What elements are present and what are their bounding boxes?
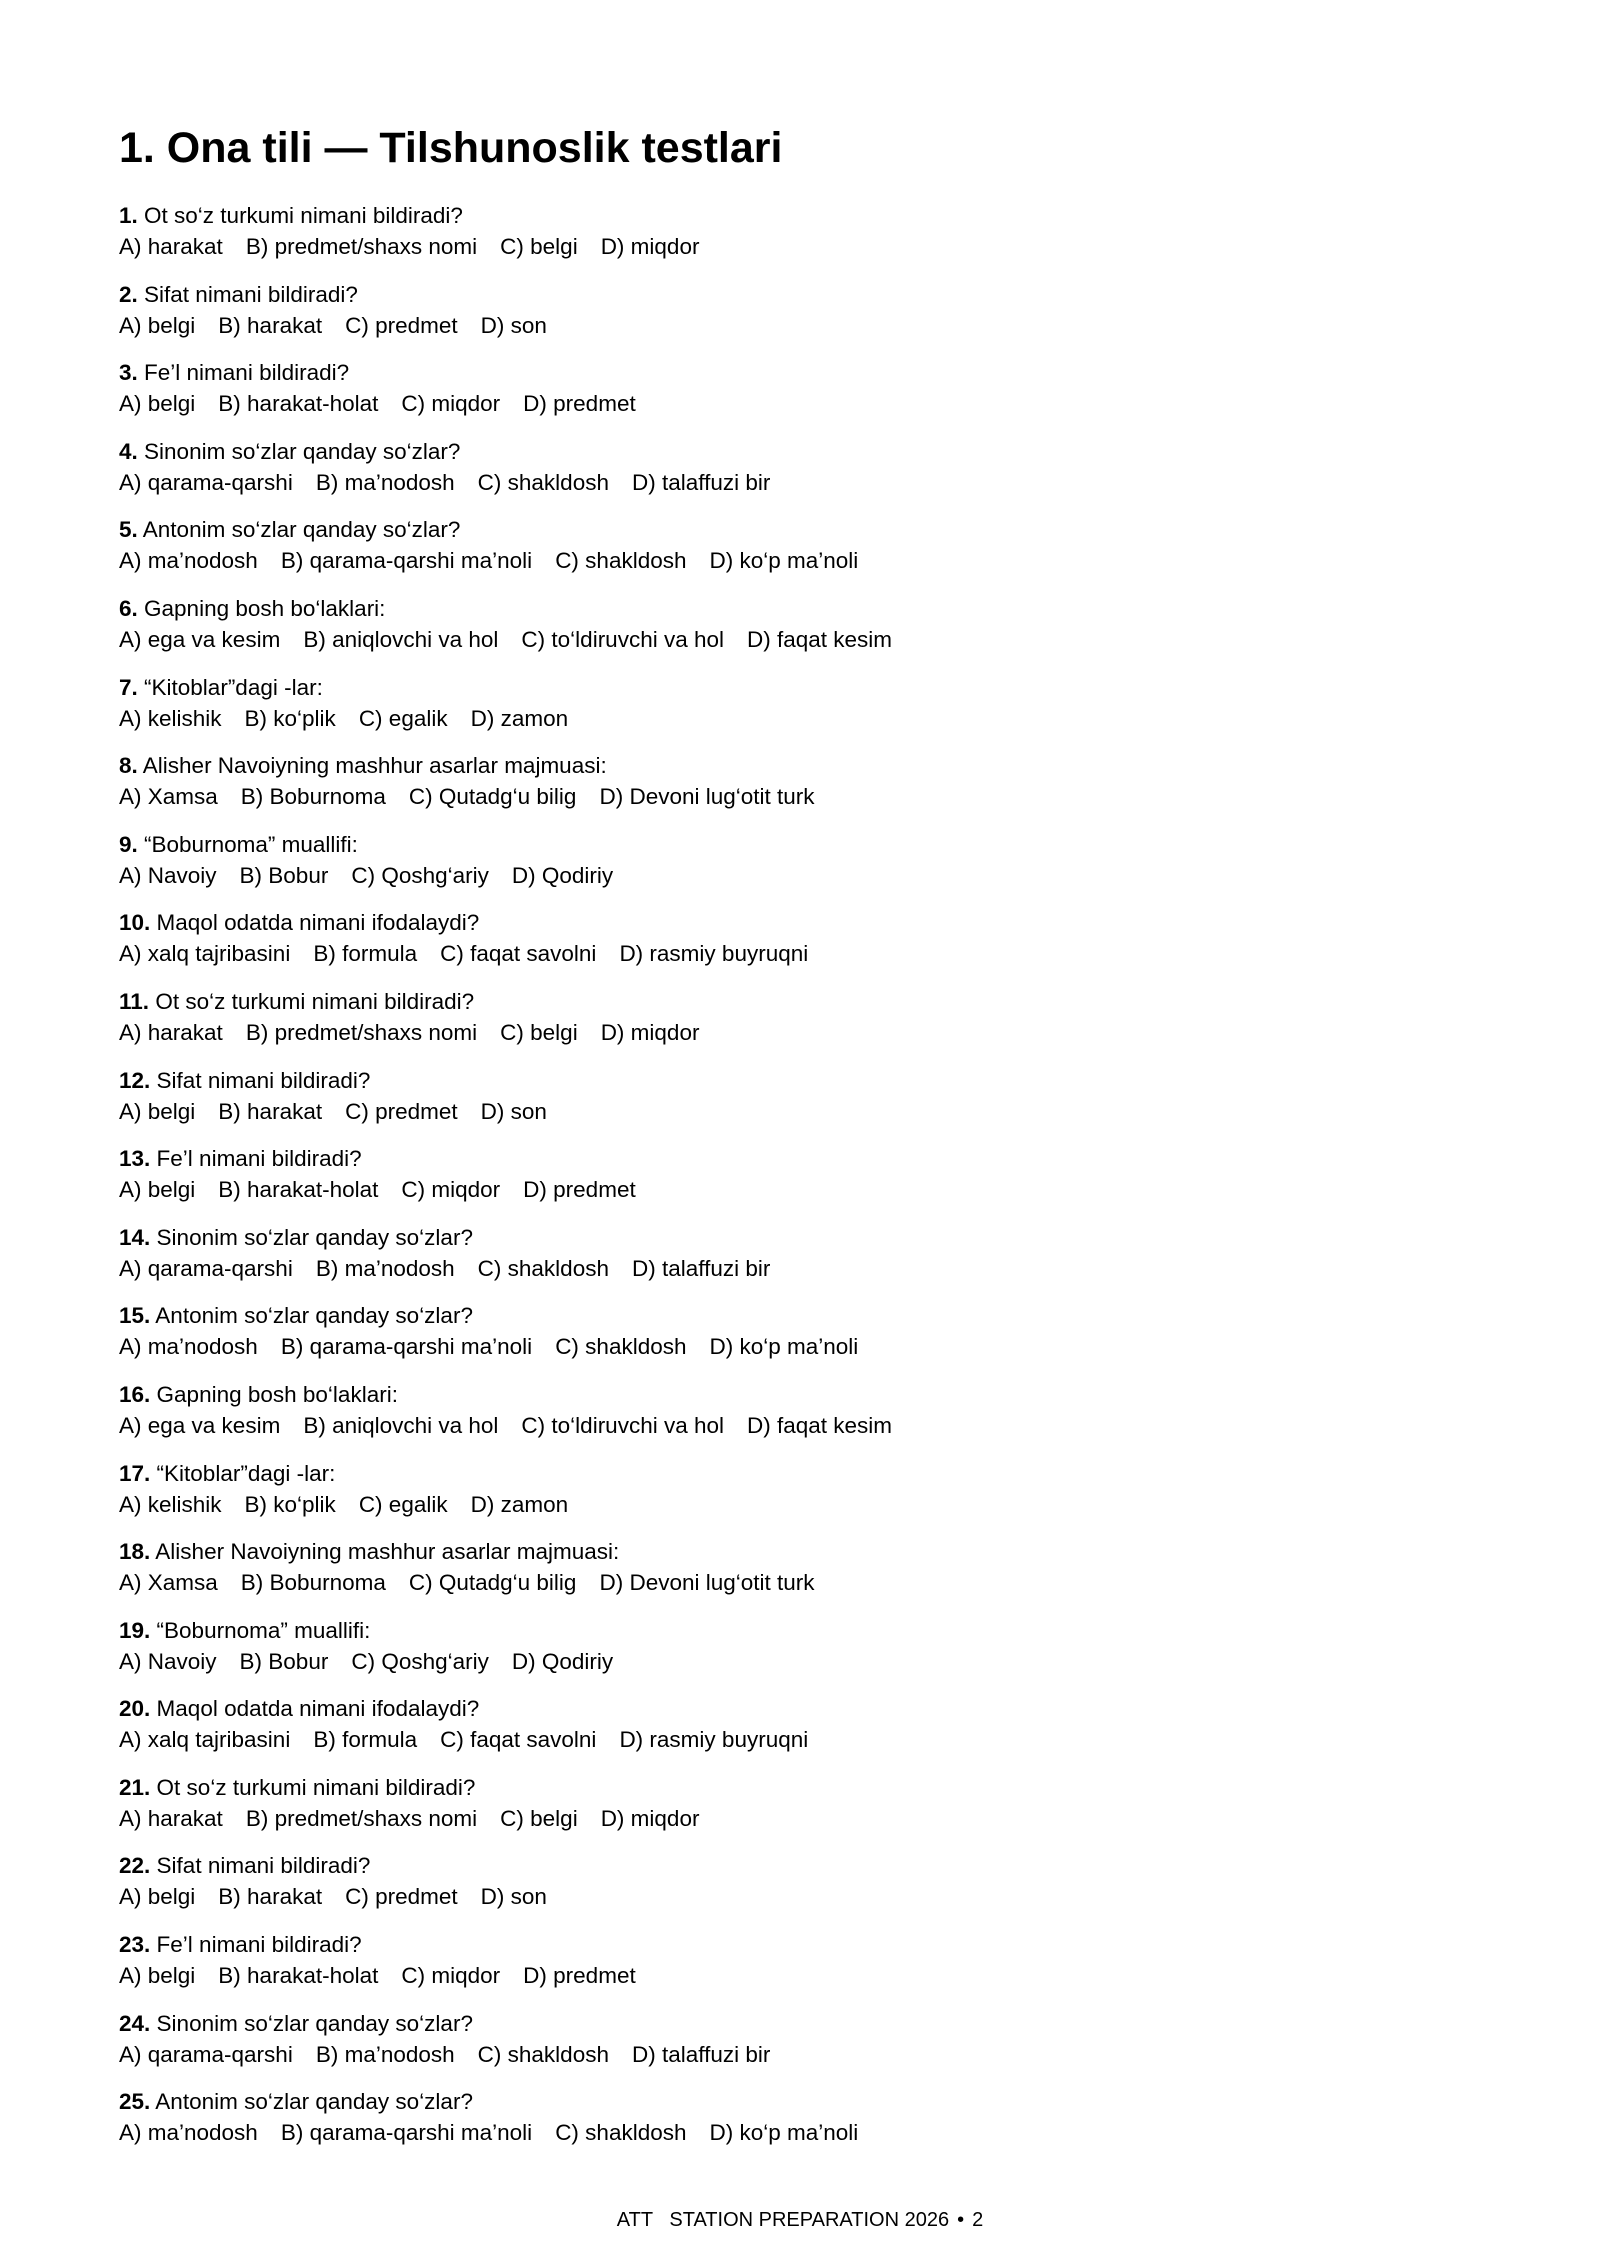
answer-options [119, 1174, 1519, 1205]
page-number: 2 [972, 2209, 984, 2231]
question-line [119, 514, 1519, 545]
question-text: Ot so‘z turkumi nimani bildiradi? [156, 1774, 476, 1800]
answer-options [119, 1489, 1519, 1520]
answer-option: C) predmet [345, 312, 458, 338]
answer-option: D) faqat kesim [747, 626, 893, 652]
question-number: 17. [119, 1460, 151, 1486]
answer-option: C) faqat savolni [440, 941, 597, 967]
question-line [119, 357, 1519, 388]
answer-option: C) faqat savolni [440, 1727, 597, 1753]
question-number: 7. [119, 674, 138, 700]
question-number: 25. [119, 2089, 151, 2115]
question-line [119, 1379, 1519, 1410]
question-line [119, 750, 1519, 781]
answer-option: D) ko‘p ma’noli [709, 2120, 859, 2146]
answer-option: D) Qodiriy [511, 1648, 614, 1674]
answer-option: C) belgi [500, 1019, 578, 1045]
answer-option: B) formula [313, 1727, 418, 1753]
answer-option: C) shakldosh [555, 1334, 687, 1360]
question-number: 18. [119, 1539, 151, 1565]
question-line [119, 279, 1519, 310]
question-item [119, 1143, 1519, 1222]
answer-option: D) zamon [470, 705, 569, 731]
answer-option: A) Navoiy [119, 1648, 217, 1674]
answer-option: D) talaffuzi bir [631, 2041, 771, 2067]
question-text: Maqol odatda nimani ifodalaydi? [156, 1696, 480, 1722]
answer-options [119, 1567, 1519, 1598]
question-line [119, 200, 1519, 231]
answer-options [119, 231, 1519, 262]
answer-options [119, 1017, 1519, 1048]
answer-options [119, 1646, 1519, 1677]
answer-option: D) talaffuzi bir [631, 1255, 771, 1281]
answer-option: B) Bobur [239, 1648, 329, 1674]
answer-option: D) ko‘p ma’noli [709, 548, 859, 574]
answer-option: D) miqdor [600, 1019, 700, 1045]
answer-option: B) qarama-qarshi ma’noli [280, 1334, 533, 1360]
question-item [119, 1065, 1519, 1144]
question-item [119, 1615, 1519, 1694]
question-item [119, 279, 1519, 358]
answer-options [119, 2039, 1519, 2070]
answer-option: B) ma’nodosh [315, 2041, 455, 2067]
answer-options [119, 703, 1519, 734]
answer-option: B) predmet/shaxs nomi [245, 234, 478, 259]
question-number: 1. [119, 203, 138, 228]
question-number: 16. [119, 1381, 151, 1407]
answer-options [119, 2117, 1519, 2148]
answer-option: B) harakat-holat [218, 1963, 379, 1989]
answer-option: C) shakldosh [555, 548, 687, 574]
answer-option: C) shakldosh [555, 2120, 687, 2146]
question-line [119, 1065, 1519, 1096]
answer-option: A) belgi [119, 1963, 196, 1989]
question-number: 3. [119, 360, 138, 386]
question-number: 4. [119, 438, 138, 464]
answer-option: C) egalik [358, 705, 448, 731]
answer-option: D) son [480, 1098, 547, 1124]
question-text: Sinonim so‘zlar qanday so‘zlar? [144, 438, 461, 464]
question-text: Fe’l nimani bildiradi? [156, 1146, 362, 1172]
question-number: 11. [119, 988, 150, 1014]
answer-option: A) qarama-qarshi [119, 469, 293, 495]
answer-option: A) xalq tajribasini [119, 1727, 291, 1753]
question-text: Sifat nimani bildiradi? [156, 1067, 371, 1093]
answer-option: B) ma’nodosh [315, 1255, 455, 1281]
answer-option: C) Qoshg‘ariy [351, 862, 489, 888]
question-item [119, 514, 1519, 593]
answer-options [119, 1803, 1519, 1834]
question-item [119, 1536, 1519, 1615]
question-item [119, 2008, 1519, 2087]
question-text: “Boburnoma” muallifi: [144, 831, 358, 857]
answer-option: A) belgi [119, 1884, 196, 1910]
answer-options [119, 467, 1519, 498]
question-item [119, 200, 1519, 279]
answer-option: B) formula [313, 941, 418, 967]
answer-options [119, 1881, 1519, 1912]
question-text: “Kitoblar”dagi -lar: [156, 1460, 336, 1486]
answer-option: D) Devoni lug‘otit turk [599, 784, 815, 810]
answer-option: C) to‘ldiruvchi va hol [521, 1412, 724, 1438]
question-text: Antonim so‘zlar qanday so‘zlar? [142, 517, 461, 543]
question-item [119, 593, 1519, 672]
question-item [119, 750, 1519, 829]
question-line [119, 1458, 1519, 1489]
answer-option: C) belgi [500, 234, 578, 259]
answer-option: A) kelishik [119, 1491, 222, 1517]
answer-option: B) ko‘plik [244, 1491, 336, 1517]
question-line [119, 907, 1519, 938]
page-title: 1. Ona tili — Tilshunoslik testlari [119, 124, 783, 172]
question-number: 8. [119, 753, 138, 779]
question-line [119, 986, 1519, 1017]
answer-option: D) talaffuzi bir [631, 469, 771, 495]
question-text: Sinonim so‘zlar qanday so‘zlar? [156, 2010, 473, 2036]
answer-option: C) miqdor [401, 1963, 501, 1989]
question-text: Fe’l nimani bildiradi? [156, 1932, 362, 1958]
answer-option: D) son [480, 312, 547, 338]
question-text: Gapning bosh bo‘laklari: [156, 1381, 398, 1407]
answer-option: D) predmet [523, 391, 636, 417]
footer-text: ATT STATION PREPARATION 2026 [616, 2209, 950, 2231]
answer-options [119, 388, 1519, 419]
question-item [119, 1222, 1519, 1301]
question-item [119, 436, 1519, 515]
answer-option: B) Boburnoma [240, 784, 386, 810]
answer-options [119, 1096, 1519, 1127]
answer-option: D) predmet [523, 1963, 636, 1989]
answer-option: C) belgi [500, 1805, 578, 1831]
answer-option: C) Qutadg‘u bilig [408, 1570, 577, 1596]
answer-option: A) Xamsa [119, 1570, 218, 1596]
question-item [119, 1929, 1519, 2008]
answer-option: C) shakldosh [477, 469, 609, 495]
answer-option: D) ko‘p ma’noli [709, 1334, 859, 1360]
answer-option: A) ega va kesim [119, 626, 281, 652]
question-line [119, 1772, 1519, 1803]
answer-option: A) belgi [119, 391, 196, 417]
question-item [119, 672, 1519, 751]
question-item [119, 1300, 1519, 1379]
answer-option: B) harakat [218, 1098, 323, 1124]
question-line [119, 1536, 1519, 1567]
question-text: Alisher Navoiyning mashhur asarlar majmuasi: [155, 1539, 620, 1565]
question-line [119, 1300, 1519, 1331]
answer-options [119, 860, 1519, 891]
answer-option: A) ma’nodosh [119, 548, 258, 574]
question-text: Sinonim so‘zlar qanday so‘zlar? [156, 1224, 473, 1250]
answer-option: A) qarama-qarshi [119, 1255, 293, 1281]
answer-option: C) shakldosh [477, 1255, 609, 1281]
answer-option: B) aniqlovchi va hol [303, 1412, 499, 1438]
answer-option: D) miqdor [600, 234, 700, 259]
question-item [119, 2086, 1519, 2165]
answer-option: D) Qodiriy [511, 862, 614, 888]
answer-option: C) miqdor [401, 391, 501, 417]
question-line [119, 1615, 1519, 1646]
question-number: 9. [119, 831, 138, 857]
answer-options [119, 938, 1519, 969]
question-line [119, 436, 1519, 467]
answer-option: B) harakat [218, 312, 323, 338]
question-item [119, 357, 1519, 436]
question-item [119, 1850, 1519, 1929]
answer-option: C) shakldosh [477, 2041, 609, 2067]
answer-options [119, 624, 1519, 655]
answer-option: B) ma’nodosh [315, 469, 455, 495]
answer-options [119, 1960, 1519, 1991]
question-number: 6. [119, 595, 138, 621]
answer-option: B) predmet/shaxs nomi [245, 1019, 478, 1045]
question-number: 2. [119, 281, 138, 307]
question-text: Alisher Navoiyning mashhur asarlar majmuasi: [142, 753, 607, 779]
answer-option: C) Qutadg‘u bilig [408, 784, 577, 810]
answer-option: D) predmet [523, 1177, 636, 1203]
question-number: 20. [119, 1696, 151, 1722]
answer-option: B) Boburnoma [240, 1570, 386, 1596]
question-text: Antonim so‘zlar qanday so‘zlar? [155, 1303, 473, 1329]
question-line [119, 1143, 1519, 1174]
page-footer [0, 2206, 1600, 2234]
question-text: Antonim so‘zlar qanday so‘zlar? [155, 2089, 473, 2115]
question-item [119, 1693, 1519, 1772]
question-text: Maqol odatda nimani ifodalaydi? [156, 910, 480, 936]
question-text: Ot so‘z turkumi nimani bildiradi? [155, 988, 475, 1014]
answer-option: A) xalq tajribasini [119, 941, 291, 967]
question-item [119, 907, 1519, 986]
answer-option: C) to‘ldiruvchi va hol [521, 626, 724, 652]
question-item [119, 1458, 1519, 1537]
answer-options [119, 781, 1519, 812]
answer-options [119, 1724, 1519, 1755]
question-number: 13. [119, 1146, 151, 1172]
answer-option: D) rasmiy buyruqni [619, 1727, 809, 1753]
question-line [119, 2086, 1519, 2117]
question-number: 22. [119, 1853, 151, 1879]
answer-option: B) qarama-qarshi ma’noli [280, 548, 533, 574]
answer-options [119, 1410, 1519, 1441]
answer-options [119, 1253, 1519, 1284]
answer-options [119, 545, 1519, 576]
answer-option: A) belgi [119, 1177, 196, 1203]
question-line [119, 829, 1519, 860]
answer-option: C) Qoshg‘ariy [351, 1648, 489, 1674]
question-number: 10. [119, 910, 151, 936]
answer-option: B) ko‘plik [244, 705, 336, 731]
question-text: Fe’l nimani bildiradi? [144, 360, 350, 386]
answer-option: D) faqat kesim [747, 1412, 893, 1438]
answer-option: B) harakat-holat [218, 391, 379, 417]
question-item [119, 1379, 1519, 1458]
question-line [119, 1693, 1519, 1724]
question-text: “Boburnoma” muallifi: [156, 1617, 371, 1643]
answer-option: B) qarama-qarshi ma’noli [280, 2120, 533, 2146]
answer-option: C) predmet [345, 1098, 458, 1124]
question-number: 19. [119, 1617, 151, 1643]
question-number: 24. [119, 2010, 151, 2036]
answer-option: A) qarama-qarshi [119, 2041, 293, 2067]
answer-option: A) Navoiy [119, 862, 217, 888]
answer-option: A) ma’nodosh [119, 2120, 258, 2146]
answer-options [119, 310, 1519, 341]
answer-option: C) predmet [345, 1884, 458, 1910]
question-text: Sifat nimani bildiradi? [156, 1853, 371, 1879]
answer-option: A) harakat [119, 1805, 223, 1831]
answer-option: D) rasmiy buyruqni [619, 941, 809, 967]
answer-option: C) egalik [358, 1491, 448, 1517]
question-text: Ot so‘z turkumi nimani bildiradi? [144, 203, 463, 228]
answer-option: A) ega va kesim [119, 1412, 281, 1438]
question-number: 21. [119, 1774, 151, 1800]
answer-option: A) belgi [119, 312, 196, 338]
question-item [119, 1772, 1519, 1851]
question-number: 23. [119, 1932, 151, 1958]
answer-option: A) Xamsa [119, 784, 218, 810]
question-number: 12. [119, 1067, 151, 1093]
question-line [119, 1850, 1519, 1881]
answer-option: A) harakat [119, 1019, 223, 1045]
answer-option: A) belgi [119, 1098, 196, 1124]
answer-option: D) son [480, 1884, 547, 1910]
question-line [119, 1929, 1519, 1960]
answer-option: D) zamon [470, 1491, 569, 1517]
question-number: 5. [119, 517, 138, 543]
answer-option: B) predmet/shaxs nomi [245, 1805, 478, 1831]
answer-options [119, 1331, 1519, 1362]
question-number: 15. [119, 1303, 151, 1329]
answer-option: A) kelishik [119, 705, 222, 731]
question-line [119, 672, 1519, 703]
answer-option: B) harakat-holat [218, 1177, 379, 1203]
answer-option: B) harakat [218, 1884, 323, 1910]
answer-option: C) miqdor [401, 1177, 501, 1203]
question-item [119, 829, 1519, 908]
question-line [119, 593, 1519, 624]
question-text: Gapning bosh bo‘laklari: [144, 595, 386, 621]
answer-option: D) miqdor [600, 1805, 700, 1831]
question-line [119, 1222, 1519, 1253]
answer-option: A) ma’nodosh [119, 1334, 258, 1360]
question-line [119, 2008, 1519, 2039]
question-text: Sifat nimani bildiradi? [144, 281, 358, 307]
footer-separator: • [957, 2209, 965, 2231]
answer-option: B) aniqlovchi va hol [303, 626, 499, 652]
answer-option: A) harakat [119, 234, 223, 259]
question-list [119, 200, 1519, 2165]
answer-option: B) Bobur [239, 862, 329, 888]
question-item [119, 986, 1519, 1065]
answer-option: D) Devoni lug‘otit turk [599, 1570, 815, 1596]
question-text: “Kitoblar”dagi -lar: [144, 674, 323, 700]
question-number: 14. [119, 1224, 151, 1250]
